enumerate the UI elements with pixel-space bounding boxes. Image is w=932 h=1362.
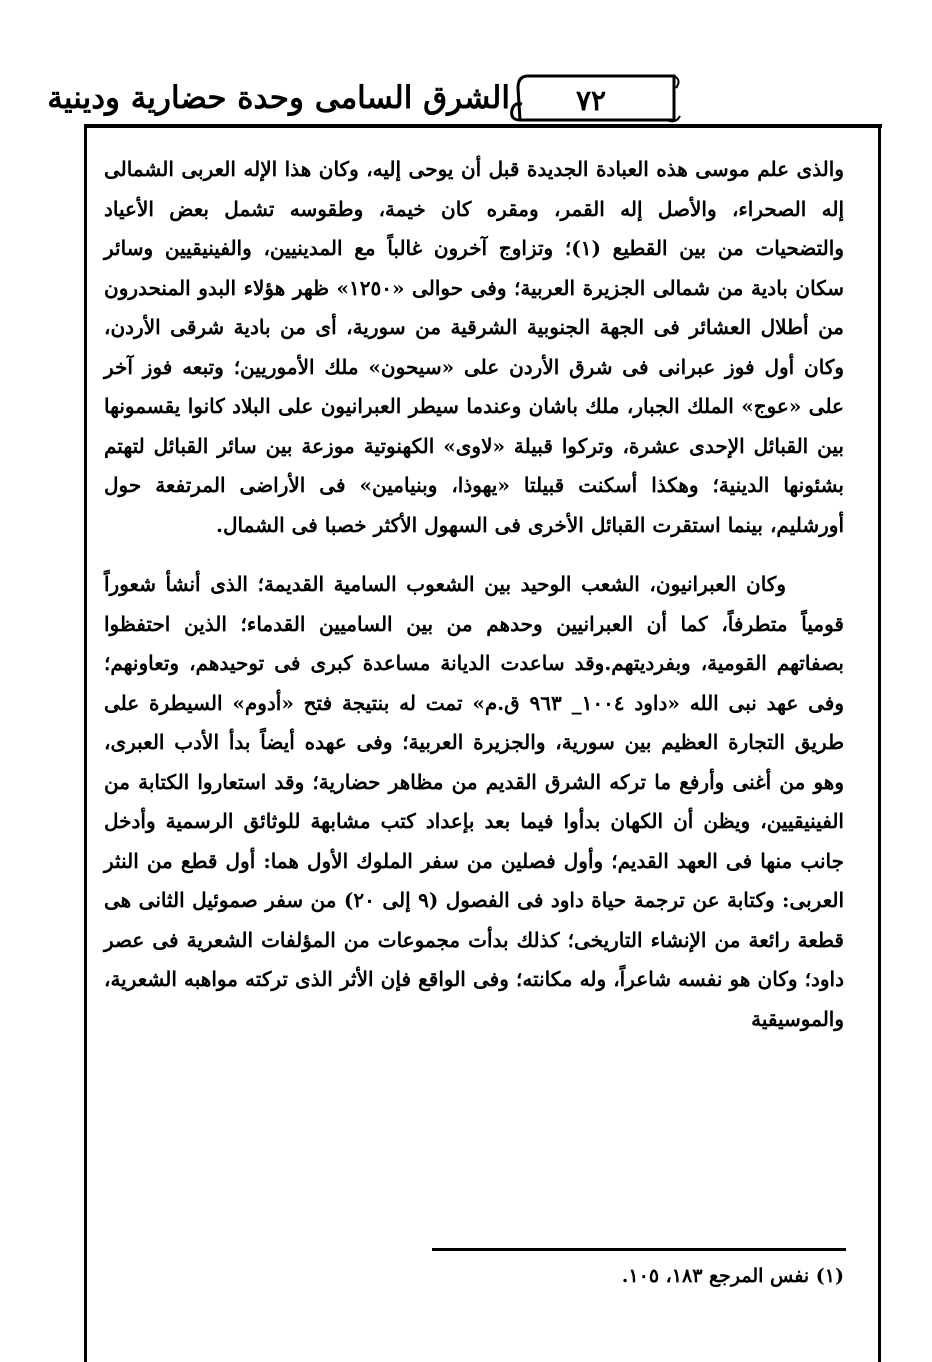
paragraph-2: وكان العبرانيون، الشعب الوحيد بين الشعوب السامية القديمة؛ الذى أنشأ شعوراً قومياً متطرفاً، كما أن العبرانيين وحدهم من بين الساميين القدماء؛ الذين احتفظوا بصفاتهم القومية، وبفرديتهم.وقد ساعدت الديانة مساعدة كبرى فى توحيدهم، وتعاونهم؛ وفى عهد نبى الله «داود ١٠٠٤_ ٩٦٣ ق.م» تمت له بنتيجة فتح «أدوم» السيطرة على طريق التجارة العظيم بين سورية، والجزيرة العربية؛ وفى عهده أيضاً بدأ الأدب العبرى، وهو من أغنى وأرفع ما تركه الشرق القديم من مظاهر حضارية؛ وقد استعاروا الكتابة من الفينيقيين، ويظن أن الكهان بدأوا فيما بعد بإعداد كتب مشابهة للوثائق الرسمية وأدخل جانب منها فى العهد القديم؛ وأول فصلين من سفر الملوك الأول هما: أول قطع من النثر العربى: وكتابة عن ترجمة حياة داود فى الفصول (٩ إلى ٢٠) من سفر صموئيل الثانى هى قطعة رائعة من الإنشاء التاريخى؛ كذلك بدأت مجموعات من المؤلفات الشعرية فى عصر داود؛ وكان هو نفسه شاعراً، وله مكانته؛ وفى الواقع فإن الأثر الذى تركته مواهبه الشعرية، والموسيقية — [104, 572, 845, 1031]
main-text — [104, 150, 844, 1039]
running-title: الشرق السامى وحدة حضارية ودينية — [47, 80, 510, 116]
page-number: ٧٢ — [575, 84, 607, 117]
header-rule — [85, 124, 882, 128]
footnote-separator — [432, 1248, 846, 1251]
left-margin-rule — [84, 124, 87, 1362]
right-margin-rule — [878, 124, 881, 1362]
running-header — [47, 70, 882, 132]
footnote: (١) نفس المرجع ١٨٣، ١٠٥. — [621, 1265, 844, 1287]
paragraph-1: والذى علم موسى هذه العبادة الجديدة قبل أن يوحى إليه، وكان هذا الإله العربى الشمالى إله الصحراء، والأصل إله القمر، ومقره كان خيمة، وطقوسه تشمل بعض الأعياد والتضحيات من بين القطيع (١)؛ وتزاوج آخرون غالباً مع المدينيين، والفينيقيين وسائر سكان بادية من شمالى الجزيرة العربية؛ وفى حوالى «١٢٥٠» ظهر هؤلاء البدو المنحدرون من أطلال العشائر فى الجهة الجنوبية الشرقية من سورية، أى من بادية شرقى الأردن، وكان أول فوز عبرانى فى شرق الأردن على «سيحون» ملك الأموريين؛ وتبعه فوز آخر على «عوج» الملك الجبار، ملك باشان وعندما سيطر العبرانيون على البلاد كانوا يقسمونها بين القبائل الإحدى عشرة، وتركوا قبيلة «لاوى» الكهنوتية موزعة بين سائر القبائل لتهتم بشئونها الدينية؛ وهكذا أسكنت قبيلتا «يهوذا، وبنيامين» فى الأراضى المرتفعة حول أورشليم، بينما استقرت القبائل الأخرى فى السهول الأكثر خصبا فى الشمال. — [104, 157, 845, 537]
paragraph-gap — [104, 545, 844, 565]
